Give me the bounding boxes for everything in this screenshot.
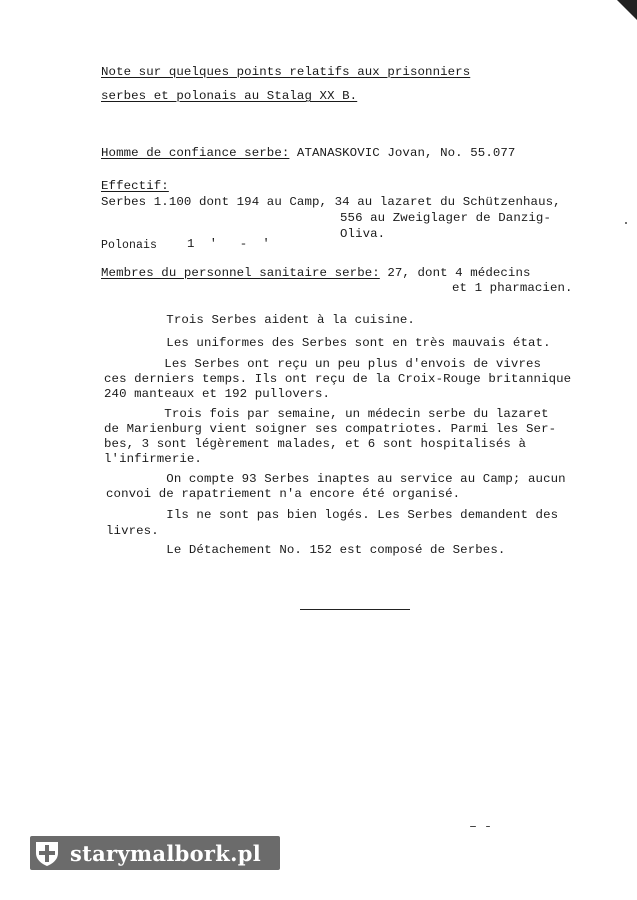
medical-label: Membres du personnel sanitaire serbe:	[101, 266, 380, 280]
title-line-2: serbes et polonais au Stalag XX B.	[101, 89, 358, 103]
serbes-line-2: 556 au Zweiglager de Danzig-	[340, 211, 551, 225]
paragraph-2-line-1: Les uniformes des Serbes sont en très mauvais état.	[106, 336, 551, 350]
polonais-label: Polonais	[101, 239, 158, 252]
medical-value: 27, dont 4 médecins	[379, 266, 531, 280]
paragraph-4-line-4: l'infirmerie.	[104, 452, 202, 466]
paragraph-1-line-1: Trois Serbes aident à la cuisine.	[106, 313, 415, 327]
paragraph-3-line-1: Les Serbes ont reçu un peu plus d'envois de vivres	[104, 357, 542, 371]
closing-rule	[300, 609, 410, 610]
paragraph-4-line-1: Trois fois par semaine, un médecin serbe du lazaret	[104, 407, 549, 421]
medical-line	[101, 265, 531, 281]
paragraph-3-line-2: ces derniers temps. Ils ont reçu de la Croix-Rouge britannique	[104, 372, 572, 386]
paragraph-5-line-1: On compte 93 Serbes inaptes au service au Camp; aucun	[106, 472, 566, 486]
effectif-label: Effectif:	[101, 179, 169, 193]
page-corner-mark	[617, 0, 637, 20]
trustee-value: ATANASKOVIC Jovan, No. 55.077	[289, 146, 516, 160]
paragraph-6-line-2: livres.	[106, 524, 159, 538]
trustee-label: Homme de confiance serbe:	[101, 146, 290, 160]
scan-speck	[486, 826, 490, 827]
serbes-line-1: Serbes 1.100 dont 194 au Camp, 34 au lazaret du Schützenhaus,	[101, 195, 561, 209]
paragraph-4-line-2: de Marienburg vient soigner ses compatriotes. Parmi les Ser-	[104, 422, 557, 436]
paragraph-7-line-1: Le Détachement No. 152 est composé de Serbes.	[106, 543, 506, 557]
serbes-line-3: Oliva.	[340, 227, 386, 241]
trustee-line	[101, 145, 515, 161]
title-line-1: Note sur quelques points relatifs aux prisonniers	[101, 65, 471, 79]
paragraph-4-line-3: bes, 3 sont légèrement malades, et 6 sont hospitalisés à	[104, 437, 526, 451]
watermark	[30, 836, 280, 870]
paragraph-6-line-1: Ils ne sont pas bien logés. Les Serbes demandent des	[106, 508, 559, 522]
medical-line-2: et 1 pharmacien.	[452, 281, 573, 295]
watermark-text: starymalbork.pl	[70, 840, 261, 866]
scan-speck	[470, 826, 476, 827]
paragraph-5-line-2: convoi de rapatriement n'a encore été organisé.	[106, 487, 461, 501]
shield-cross-icon	[30, 836, 64, 870]
paragraph-3-line-3: 240 manteaux et 192 pullovers.	[104, 387, 331, 401]
polonais-value: 1 ' - '	[187, 237, 270, 251]
scan-speck	[625, 222, 627, 224]
